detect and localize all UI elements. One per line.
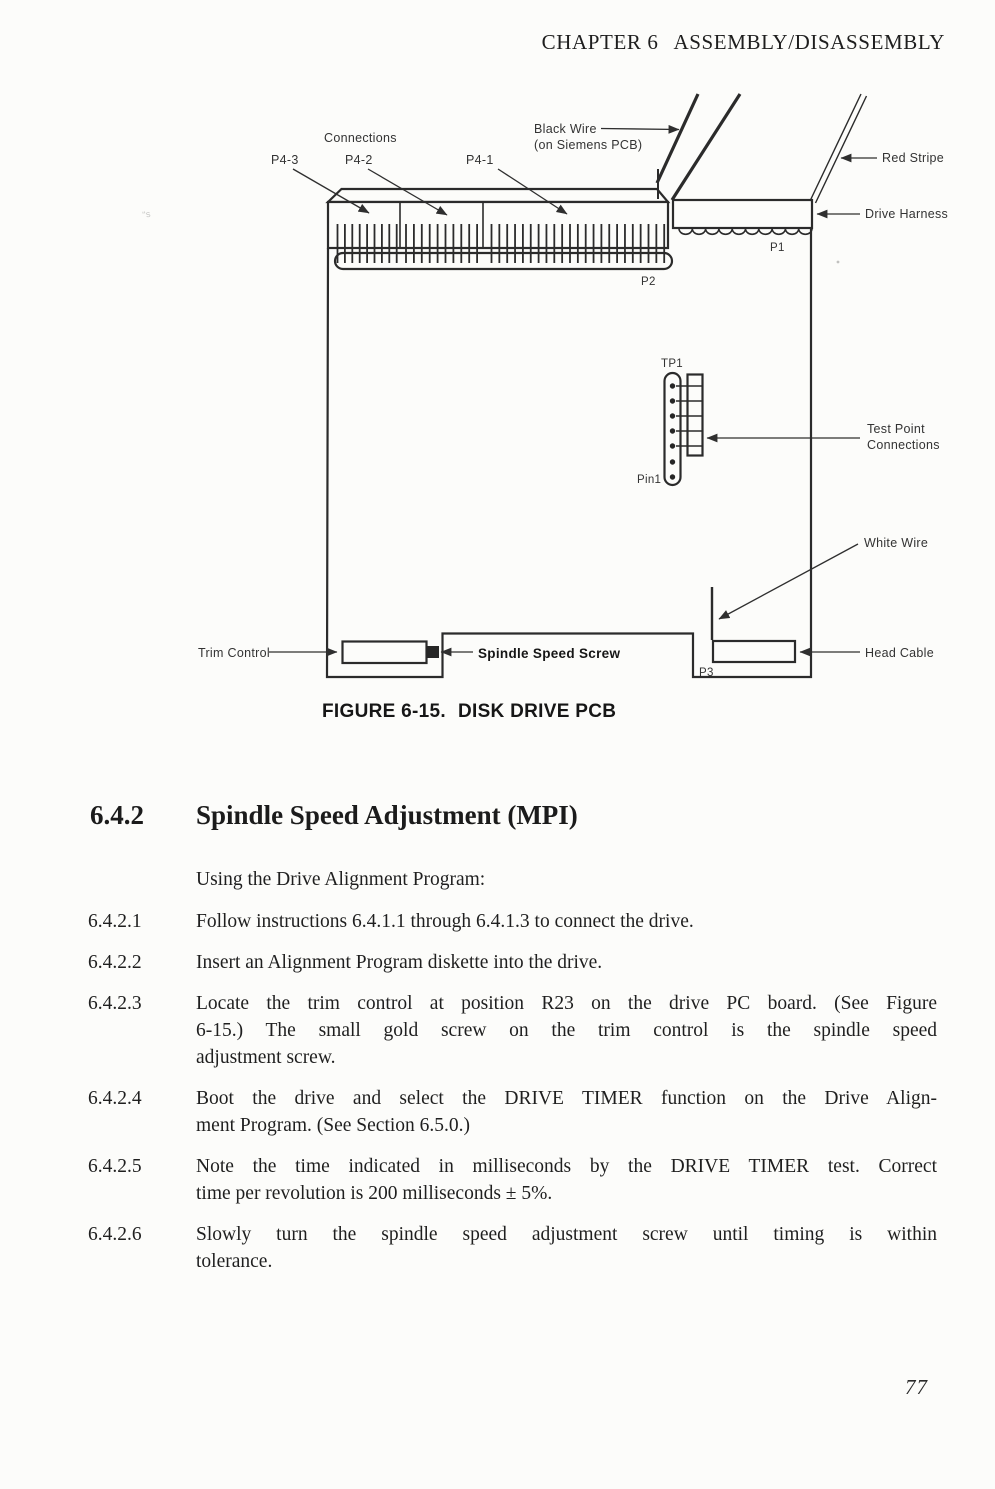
step-number: 6.4.2.6	[88, 1224, 142, 1245]
pcb-outline	[327, 228, 811, 677]
label-p4-3: P4-3	[271, 153, 299, 167]
procedure-step	[88, 1085, 937, 1139]
label-test-point: Test Point	[867, 422, 925, 436]
chapter-number: CHAPTER 6	[541, 30, 659, 54]
procedure-step	[88, 949, 937, 976]
label-head-cable: Head Cable	[865, 646, 935, 660]
white-wire-arrow	[719, 544, 858, 619]
label-black-wire-2: (on Siemens PCB)	[534, 138, 643, 152]
figure-caption	[322, 701, 616, 723]
section-intro: Using the Drive Alignment Program:	[196, 869, 486, 890]
step-number: 6.4.2.4	[88, 1088, 142, 1109]
p2-connector	[335, 253, 672, 269]
step-text: Insert an Alignment Program diskette into the drive.	[196, 952, 603, 973]
label-red-stripe: Red Stripe	[882, 151, 945, 165]
trim-control-component	[343, 642, 440, 664]
label-p1: P1	[770, 242, 785, 254]
page-number: 77	[905, 1375, 928, 1399]
procedure-step	[88, 990, 937, 1071]
spindle-speed-screw-square	[427, 646, 440, 658]
label-spindle-speed-screw: Spindle Speed Screw	[478, 646, 621, 661]
figure-6-15-diagram	[0, 0, 995, 700]
step-number: 6.4.2.1	[88, 911, 142, 932]
step-number: 6.4.2.2	[88, 952, 142, 973]
label-test-point-2: Connections	[867, 438, 940, 452]
section-number: 6.4.2	[90, 800, 144, 830]
black-wire-arrow	[601, 129, 679, 130]
label-black-wire: Black Wire	[534, 122, 597, 136]
section-title: Spindle Speed Adjustment (MPI)	[196, 800, 578, 830]
section-heading	[90, 800, 578, 831]
step-number: 6.4.2.3	[88, 993, 142, 1014]
label-trim-control: Trim Control	[198, 646, 270, 660]
step-text: Locate the trim control at position R23 on the drive PC board. (See Figure 6-15.) The small gold screw on the trim control is the spindle speed adjustment screw.	[196, 993, 937, 1068]
figure-caption-label: FIGURE 6-15.	[322, 701, 446, 722]
label-p2: P2	[641, 276, 656, 288]
label-connections: Connections	[324, 131, 397, 145]
label-pin1: Pin1	[637, 474, 662, 486]
p3-connector	[713, 641, 795, 662]
chapter-title: ASSEMBLY/DISASSEMBLY	[673, 30, 945, 54]
label-p4-1: P4-1	[466, 153, 494, 167]
black-wire-cable	[657, 94, 740, 200]
pencil-artifact: ''s	[141, 208, 152, 220]
label-white-wire: White Wire	[864, 536, 929, 550]
step-text: Note the time indicated in milliseconds by the DRIVE TIMER test. Correct time per revolution is 200 milliseconds ± 5%.	[196, 1156, 937, 1204]
procedure-step	[88, 1221, 937, 1275]
step-text: Slowly turn the spindle speed adjustment screw until timing is within tolerance.	[196, 1224, 937, 1272]
step-text: Boot the drive and select the DRIVE TIMER function on the Drive Align- ment Program. (See Section 6.5.0.)	[196, 1088, 937, 1136]
tp1-test-points	[665, 373, 703, 485]
label-tp1: TP1	[661, 358, 683, 370]
procedure-step	[88, 908, 937, 935]
red-stripe-cable	[810, 94, 867, 203]
step-number: 6.4.2.5	[88, 1156, 142, 1177]
procedure-step	[88, 1153, 937, 1207]
drive-harness-connector	[673, 200, 812, 234]
p1-scallops	[679, 229, 812, 235]
label-drive-harness: Drive Harness	[865, 207, 949, 221]
procedure-steps	[88, 908, 937, 1289]
label-p3: P3	[699, 667, 714, 679]
label-p4-2: P4-2	[345, 153, 373, 167]
scan-speck	[837, 261, 840, 264]
step-text: Follow instructions 6.4.1.1 through 6.4.1.3 to connect the drive.	[196, 911, 694, 932]
figure-caption-title: DISK DRIVE PCB	[457, 701, 617, 722]
